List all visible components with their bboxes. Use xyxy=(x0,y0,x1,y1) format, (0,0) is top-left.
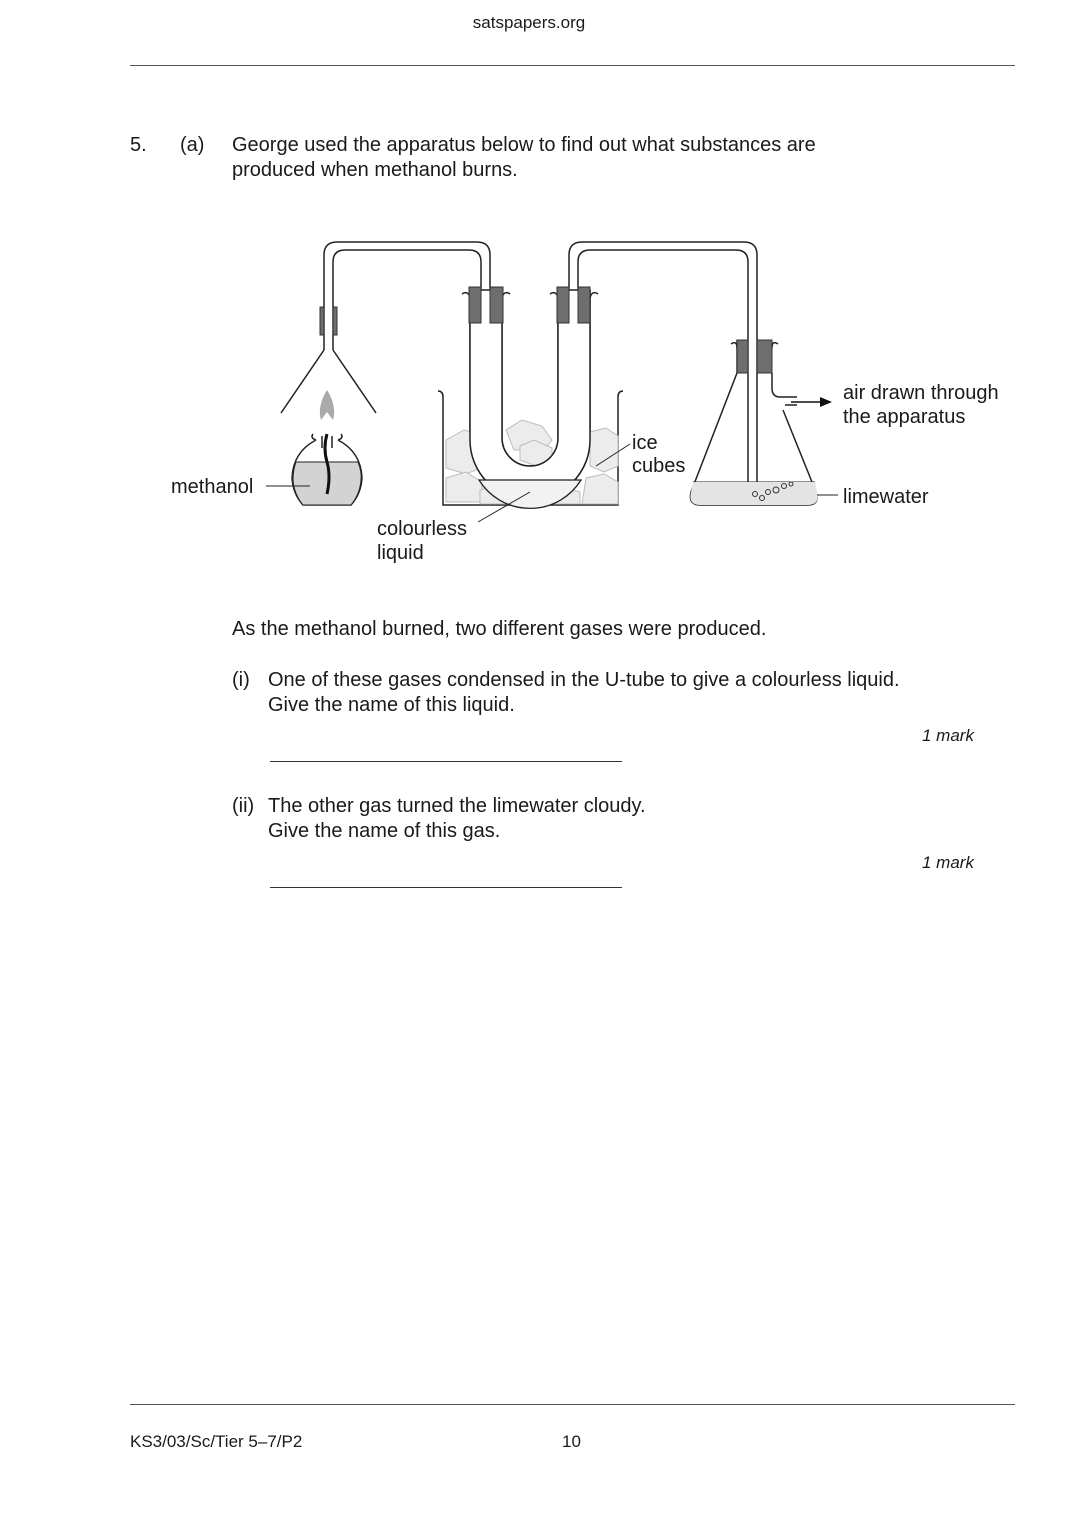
flame-icon xyxy=(320,390,334,420)
site-header: satspapers.org xyxy=(472,13,586,32)
conical-flask xyxy=(690,340,817,505)
statement: As the methanol burned, two different gases were produced. xyxy=(232,618,767,640)
sub-i-line2: Give the name of this liquid. xyxy=(268,694,515,716)
footer-code: KS3/03/Sc/Tier 5–7/P2 xyxy=(130,1432,303,1451)
delivery-tube-1 xyxy=(324,242,490,380)
question-intro-line1: George used the apparatus below to find out what substances are xyxy=(232,134,816,156)
page-number: 10 xyxy=(562,1432,581,1451)
sub-i-mark: 1 mark xyxy=(922,726,974,745)
label-air-1: air drawn through xyxy=(843,382,999,404)
label-methanol: methanol xyxy=(171,476,254,498)
footer-divider xyxy=(130,1404,1015,1405)
label-colourless-1: colourless xyxy=(377,518,468,540)
bungs xyxy=(320,287,772,373)
question-part: (a) xyxy=(180,134,205,156)
label-ice-1: ice xyxy=(632,432,658,454)
apparatus-diagram xyxy=(0,0,1080,600)
arrow-icon xyxy=(820,397,832,407)
question-intro-line2: produced when methanol burns. xyxy=(232,159,518,181)
label-limewater: limewater xyxy=(843,486,929,508)
sub-ii-mark: 1 mark xyxy=(922,853,974,872)
limewater-liquid xyxy=(690,482,817,505)
label-colourless-2: liquid xyxy=(377,542,424,564)
sub-ii-line2: Give the name of this gas. xyxy=(268,820,501,842)
question-number: 5. xyxy=(130,134,147,156)
sub-ii-label: (ii) xyxy=(232,795,255,817)
label-ice-2: cubes xyxy=(632,455,686,477)
label-air-2: the apparatus xyxy=(843,406,966,428)
answer-line-ii[interactable] xyxy=(270,887,622,888)
answer-line-i[interactable] xyxy=(270,761,622,762)
sub-i-line1: One of these gases condensed in the U-tube to give a colourless liquid. xyxy=(268,669,900,691)
sub-i-label: (i) xyxy=(232,669,250,691)
sub-ii-line1: The other gas turned the limewater cloudy. xyxy=(268,795,646,817)
